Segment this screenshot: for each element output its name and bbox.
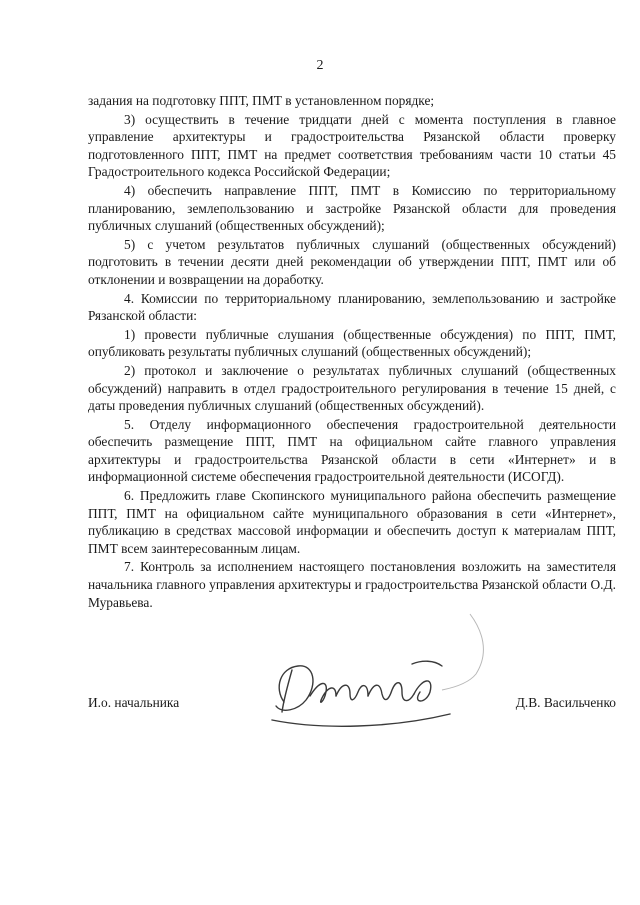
paragraph-item-5: 5) с учетом результатов публичных слушаний (общественных обсуждений) подготовить в течении десяти дней рекомендации об утверждении ППТ, ПМТ или об отклонении и возвращении на доработку. bbox=[88, 236, 616, 287]
signatory-name: Д.В. Васильченко bbox=[515, 695, 616, 710]
paragraph-item-3: 3) осуществить в течение тридцати дней с момента поступления в главное управление архитектуры и градостроительства Рязанской области проверку подготовленного ППТ, ПМТ на предмет соответствия требованиям части 10 статьи 45 Градостроительного кодекса Российской Федерации; bbox=[88, 111, 616, 180]
paragraph-item-4: 4) обеспечить направление ППТ, ПМТ в Комиссию по территориальному планированию, землепользованию и застройке Рязанской области для проведения публичных слушаний (общественных обсуждений); bbox=[88, 182, 616, 234]
paragraph-section-6: 6. Предложить главе Скопинского муниципального района обеспечить размещение ППТ, ПМТ на официальном сайте муниципального образования в сети «Интернет», публикацию в средствах массовой информации и обеспечить доступ к материалам ППТ, ПМТ всем заинтересованным лицам. bbox=[88, 488, 616, 556]
paragraph-section-5: 5. Отделу информационного обеспечения градостроительной деятельности обеспечить размещение ППТ, ПМТ на официальном сайте главного управления архитектуры и градостроительства Рязанской области в сети «Интернет» и в информационной системе обеспечения градостроительной деятельности (ИСОГД). bbox=[88, 416, 616, 485]
paragraph-section-4: 4. Комиссии по территориальному планированию, землепользованию и застройке Рязанской области: bbox=[88, 290, 616, 324]
document-body bbox=[88, 92, 616, 611]
paragraph-continuation: задания на подготовку ППТ, ПМТ в установленном порядке; bbox=[88, 93, 435, 108]
paragraph-section-7: 7. Контроль за исполнением настоящего постановления возложить на заместителя начальника главного управления архитектуры и градостроительства Рязанской области О.Д. Муравьева. bbox=[88, 559, 616, 610]
signatory-title: И.о. начальника bbox=[88, 695, 180, 710]
page-number: 2 bbox=[316, 58, 324, 73]
handwritten-signature bbox=[262, 640, 462, 750]
paragraph-section-4-item-2: 2) протокол и заключение о результатах публичных слушаний (общественных обсуждений) направить в отдел градостроительного регулирования в течение 15 дней, с даты проведения публичных слушаний (общественных обсуждений). bbox=[88, 362, 616, 414]
paragraph-section-4-item-1: 1) провести публичные слушания (общественные обсуждения) по ППТ, ПМТ, опубликовать результаты публичных слушаний (общественных обсуждений); bbox=[88, 326, 616, 360]
